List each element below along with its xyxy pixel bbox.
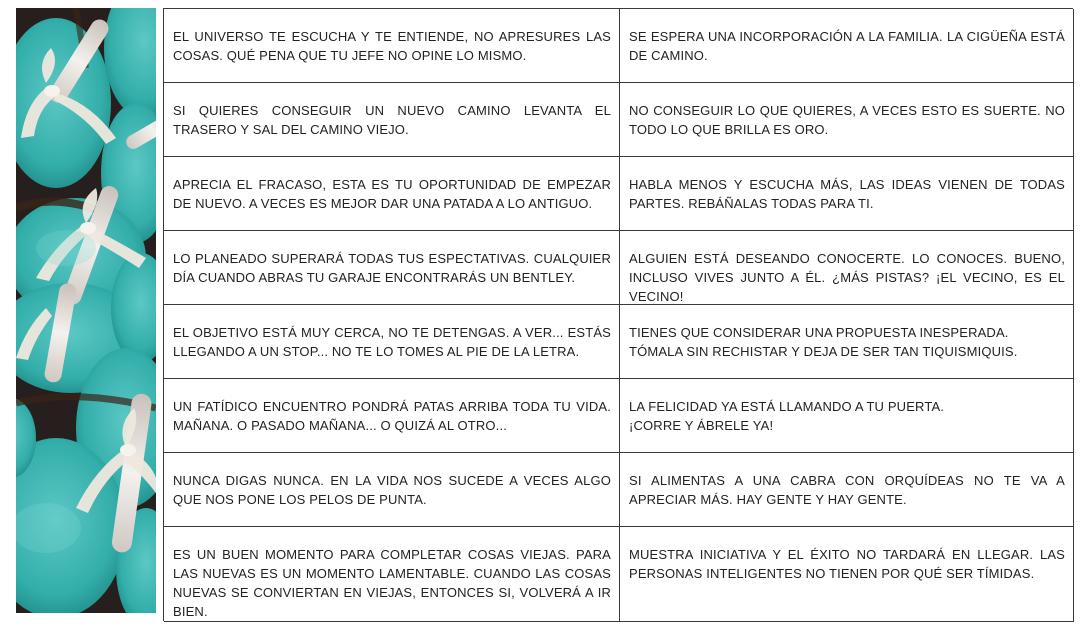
fortune-cell-right: MUESTRA INICIATIVA Y EL ÉXITO NO TARDARÁ EN LLEGAR. LAS PERSONAS INTELIGENTES NO TIENEN POR QUÉ SER TÍMIDAS. <box>620 527 1074 622</box>
fortune-cell-right: SE ESPERA UNA INCORPORACIÓN A LA FAMILIA. LA CIGÜEÑA ESTÁ DE CAMINO. <box>620 9 1074 83</box>
fortune-cell-right: SI ALIMENTAS A UNA CABRA CON ORQUÍDEAS NO TE VA A APRECIAR MÁS. HAY GENTE Y HAY GENTE. <box>620 453 1074 527</box>
fortune-cell-right: TIENES QUE CONSIDERAR UNA PROPUESTA INESPERADA. TÓMALA SIN RECHISTAR Y DEJA DE SER TAN TIQUISMIQUIS. <box>620 305 1074 379</box>
fortune-cell-right: HABLA MENOS Y ESCUCHA MÁS, LAS IDEAS VIENEN DE TODAS PARTES. REBÁÑALAS TODAS PARA TI. <box>620 157 1074 231</box>
fortune-cell-right: NO CONSEGUIR LO QUE QUIERES, A VECES ESTO ES SUERTE. NO TODO LO QUE BRILLA ES ORO. <box>620 83 1074 157</box>
cookies-scrolls-illustration <box>16 8 156 613</box>
fortune-cell-left: NUNCA DIGAS NUNCA. EN LA VIDA NOS SUCEDE A VECES ALGO QUE NOS PONE LOS PELOS DE PUNTA. <box>164 453 620 527</box>
fortune-cell-left: EL OBJETIVO ESTÁ MUY CERCA, NO TE DETENGAS. A VER... ESTÁS LLEGANDO A UN STOP... NO TE LO TOMES AL PIE DE LA LETRA. <box>164 305 620 379</box>
fortune-cell-left: APRECIA EL FRACASO, ESTA ES TU OPORTUNIDAD DE EMPEZAR DE NUEVO. A VECES ES MEJOR DAR UNA PATADA A LO ANTIGUO. <box>164 157 620 231</box>
fortune-cell-left: ES UN BUEN MOMENTO PARA COMPLETAR COSAS VIEJAS. PARA LAS NUEVAS ES UN MOMENTO LAMENTABLE. CUANDO LAS COSAS NUEVAS SE CONVIERTAN EN VIEJAS, ENTONCES SI, VOLVERÁ A IR BIEN. <box>164 527 620 622</box>
fortune-cell-right: ALGUIEN ESTÁ DESEANDO CONOCERTE. LO CONOCES. BUENO, INCLUSO VIVES JUNTO A ÉL. ¿MÁS PISTAS? ¡EL VECINO, ES EL VECINO! <box>620 231 1074 305</box>
fortune-cell-left: SI QUIERES CONSEGUIR UN NUEVO CAMINO LEVANTA EL TRASERO Y SAL DEL CAMINO VIEJO. <box>164 83 620 157</box>
fortune-cell-left: UN FATÍDICO ENCUENTRO PONDRÁ PATAS ARRIBA TODA TU VIDA. MAÑANA. O PASADO MAÑANA... O QUIZÁ AL OTRO... <box>164 379 620 453</box>
fortunes-table <box>163 8 1073 621</box>
fortune-cell-left: EL UNIVERSO TE ESCUCHA Y TE ENTIENDE, NO APRESURES LAS COSAS. QUÉ PENA QUE TU JEFE NO OPINE LO MISMO. <box>164 9 620 83</box>
fortune-cell-right: LA FELICIDAD YA ESTÁ LLAMANDO A TU PUERTA. ¡CORRE Y ÁBRELE YA! <box>620 379 1074 453</box>
decorative-photo <box>16 8 156 613</box>
fortune-cell-left: LO PLANEADO SUPERARÁ TODAS TUS ESPECTATIVAS. CUALQUIER DÍA CUANDO ABRAS TU GARAJE ENCONTRARÁS UN BENTLEY. <box>164 231 620 305</box>
